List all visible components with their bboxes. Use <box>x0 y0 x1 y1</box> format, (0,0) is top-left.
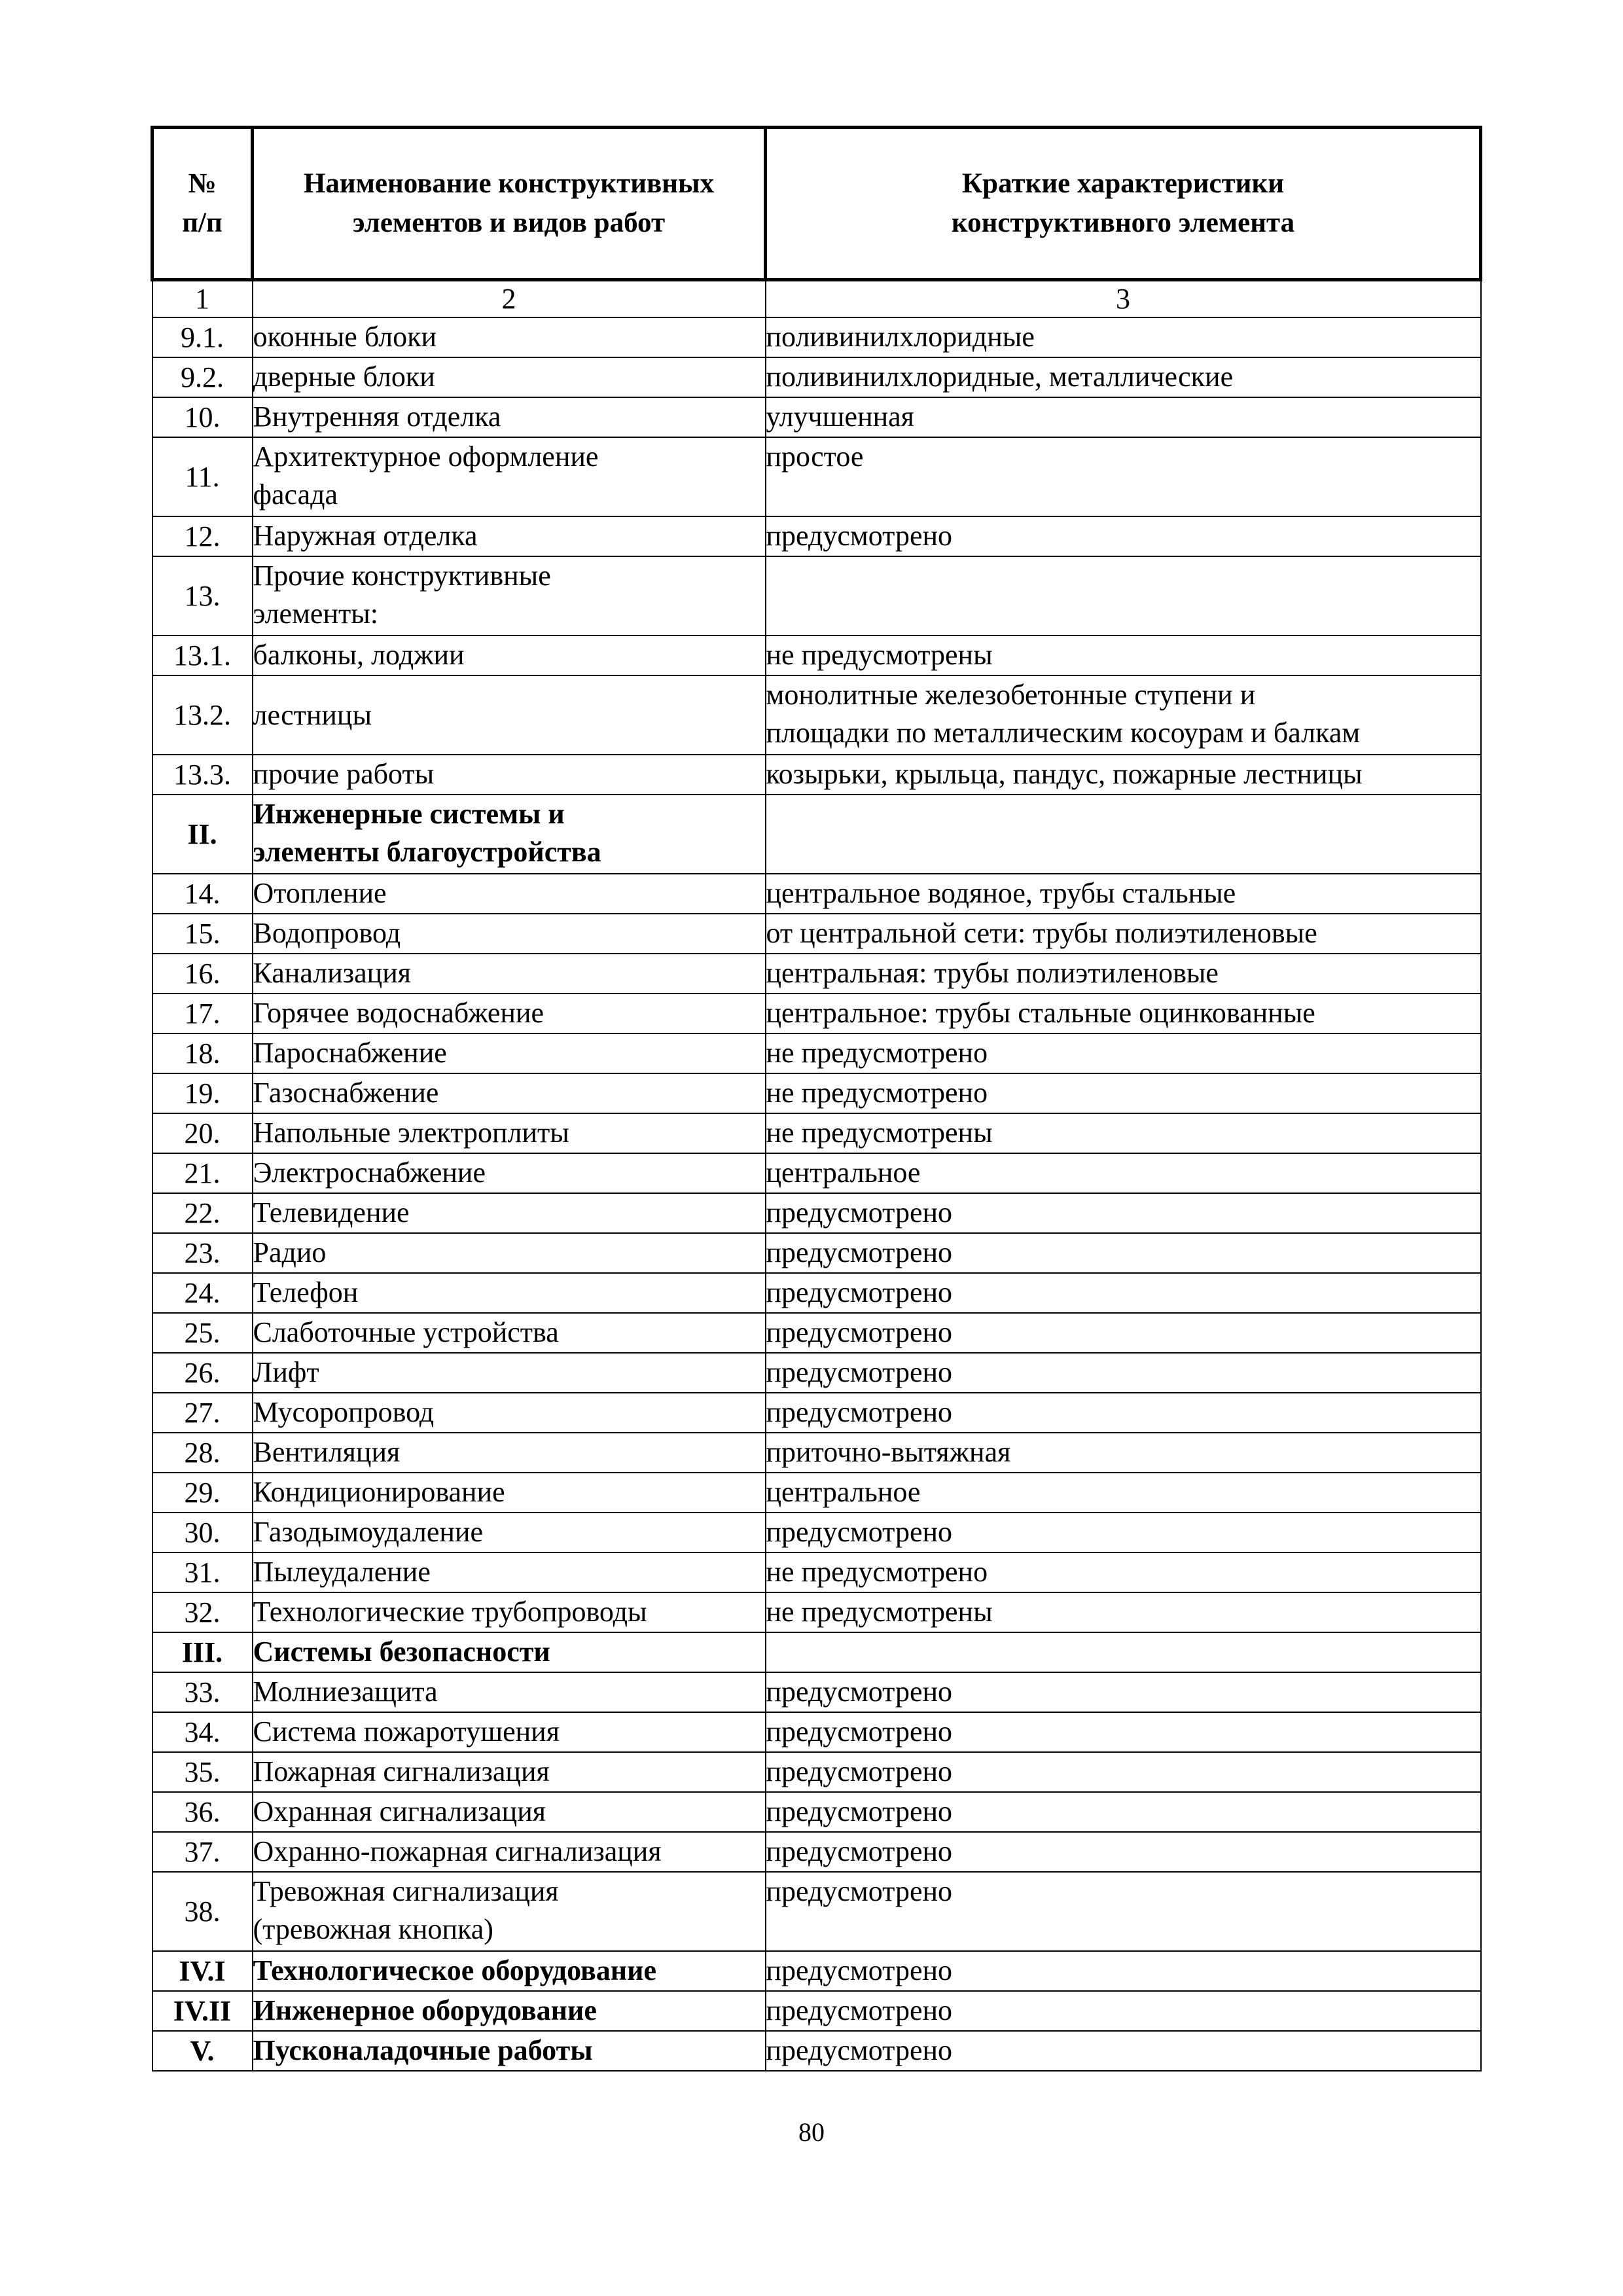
element-name <box>253 1073 766 1113</box>
element-name <box>253 1313 766 1353</box>
element-characteristic-line: предусмотрено <box>766 1755 953 1787</box>
table-row <box>152 1672 1481 1712</box>
element-characteristic-line: предусмотрено <box>766 1835 953 1867</box>
element-name <box>253 437 766 516</box>
element-characteristic-line: улучшенная <box>766 401 914 433</box>
element-name-line: Электроснабжение <box>253 1157 486 1189</box>
row-number: 12. <box>152 516 253 556</box>
column-number-3: 3 <box>766 280 1481 318</box>
element-characteristic-line: предусмотрено <box>766 1715 953 1748</box>
row-number: 13.1. <box>152 636 253 675</box>
element-characteristic <box>766 954 1481 994</box>
header-characteristics-line2: конструктивного элемента <box>951 207 1295 238</box>
specification-table <box>151 126 1482 2072</box>
element-characteristic-line: поливинилхлоридные <box>766 321 1035 353</box>
element-characteristic-line: предусмотрено <box>766 1196 953 1229</box>
element-characteristic-line: предусмотрено <box>766 1875 953 1907</box>
element-characteristic <box>766 1632 1481 1672</box>
row-number: 37. <box>152 1832 253 1872</box>
element-characteristic-line: центральное <box>766 1157 921 1189</box>
element-name-line: Водопровод <box>253 917 401 949</box>
element-name-line: прочие работы <box>253 758 435 790</box>
row-number: 23. <box>152 1233 253 1273</box>
header-number-line1: № <box>188 168 217 199</box>
element-characteristic <box>766 556 1481 636</box>
element-characteristic-line: предусмотрено <box>766 1516 953 1548</box>
element-name-line: (тревожная кнопка) <box>253 1913 493 1945</box>
element-name-line: лестницы <box>253 698 372 731</box>
element-characteristic <box>766 1193 1481 1233</box>
table-row <box>152 1433 1481 1473</box>
element-characteristic <box>766 1592 1481 1632</box>
element-characteristic-line: предусмотрено <box>766 2034 953 2066</box>
element-characteristic-line: предусмотрено <box>766 1954 953 1986</box>
element-name <box>253 1592 766 1632</box>
header-name <box>253 128 766 280</box>
element-name <box>253 1353 766 1393</box>
row-number: 13.3. <box>152 755 253 795</box>
element-characteristic <box>766 994 1481 1033</box>
column-number-2: 2 <box>253 280 766 318</box>
element-name <box>253 1153 766 1193</box>
element-name <box>253 1991 766 2031</box>
table-row <box>152 1473 1481 1513</box>
table-row <box>152 1792 1481 1832</box>
table-row <box>152 1991 1481 2031</box>
table-row <box>152 556 1481 636</box>
element-characteristic <box>766 357 1481 397</box>
element-name-line: Технологическое оборудование <box>253 1954 657 1986</box>
element-characteristic <box>766 874 1481 914</box>
element-name <box>253 2031 766 2071</box>
element-name <box>253 317 766 357</box>
element-characteristic <box>766 1552 1481 1592</box>
element-name-line: Системы безопасности <box>253 1636 550 1668</box>
element-characteristic <box>766 1991 1481 2031</box>
element-name <box>253 1033 766 1073</box>
table-row <box>152 437 1481 516</box>
element-name-line: Инженерное оборудование <box>253 1994 597 2026</box>
table-row <box>152 1592 1481 1632</box>
table-row <box>152 954 1481 994</box>
element-characteristic-line: предусмотрено <box>766 1795 953 1827</box>
table-row <box>152 636 1481 675</box>
element-name-line: элементы: <box>253 598 379 630</box>
row-number: 34. <box>152 1712 253 1752</box>
element-characteristic-line: предусмотрено <box>766 1356 953 1388</box>
row-number: 15. <box>152 914 253 954</box>
row-number: 19. <box>152 1073 253 1113</box>
table-row <box>152 397 1481 437</box>
element-characteristic <box>766 1153 1481 1193</box>
element-name-line: оконные блоки <box>253 321 437 353</box>
element-name <box>253 675 766 755</box>
row-number: 22. <box>152 1193 253 1233</box>
table-row <box>152 1153 1481 1193</box>
element-characteristic <box>766 1792 1481 1832</box>
element-characteristic <box>766 397 1481 437</box>
row-number: 20. <box>152 1113 253 1153</box>
table-row <box>152 1552 1481 1592</box>
table-row <box>152 1712 1481 1752</box>
row-number: 29. <box>152 1473 253 1513</box>
page-number: 80 <box>798 2117 825 2147</box>
element-characteristic-line: не предусмотрены <box>766 1117 993 1149</box>
element-name <box>253 795 766 874</box>
row-number: 13.2. <box>152 675 253 755</box>
column-number-1: 1 <box>152 280 253 318</box>
element-name <box>253 516 766 556</box>
element-name <box>253 1393 766 1433</box>
element-characteristic <box>766 317 1481 357</box>
element-name-line: Телевидение <box>253 1196 410 1229</box>
element-name <box>253 1712 766 1752</box>
element-characteristic-line: не предусмотрено <box>766 1037 988 1069</box>
element-characteristic-line: не предусмотрено <box>766 1077 988 1109</box>
element-name <box>253 755 766 795</box>
row-number: IV.I <box>152 1951 253 1991</box>
element-name <box>253 1113 766 1153</box>
table-row <box>152 1632 1481 1672</box>
element-characteristic-line: предусмотрено <box>766 1276 953 1308</box>
element-name <box>253 1233 766 1273</box>
element-characteristic <box>766 1233 1481 1273</box>
element-name-line: Лифт <box>253 1356 319 1388</box>
element-characteristic-line: не предусмотрено <box>766 1556 988 1588</box>
element-name <box>253 1552 766 1592</box>
element-name <box>253 1832 766 1872</box>
element-name-line: балконы, лоджии <box>253 639 465 671</box>
element-name <box>253 1951 766 1991</box>
element-characteristic <box>766 675 1481 755</box>
element-characteristic <box>766 1513 1481 1552</box>
row-number: 27. <box>152 1393 253 1433</box>
row-number: 21. <box>152 1153 253 1193</box>
row-number: III. <box>152 1632 253 1672</box>
element-characteristic <box>766 1712 1481 1752</box>
element-name-line: Вентиляция <box>253 1436 401 1468</box>
row-number: 36. <box>152 1792 253 1832</box>
table-row <box>152 795 1481 874</box>
element-name <box>253 1433 766 1473</box>
element-name <box>253 1752 766 1792</box>
element-characteristic-line: поливинилхлоридные, металлические <box>766 361 1234 393</box>
element-name <box>253 397 766 437</box>
table-row <box>152 1313 1481 1353</box>
row-number: 28. <box>152 1433 253 1473</box>
table-row <box>152 755 1481 795</box>
header-name-line2: элементов и видов работ <box>352 207 666 238</box>
element-name-line: Архитектурное оформление <box>253 440 599 473</box>
element-name-line: Пароснабжение <box>253 1037 447 1069</box>
element-characteristic-line: предусмотрено <box>766 1396 953 1428</box>
element-name-line: Пылеудаление <box>253 1556 431 1588</box>
element-name <box>253 1792 766 1832</box>
table-row <box>152 1073 1481 1113</box>
element-characteristic <box>766 1113 1481 1153</box>
table-row <box>152 1353 1481 1393</box>
table-row <box>152 1033 1481 1073</box>
row-number: 33. <box>152 1672 253 1712</box>
row-number: 18. <box>152 1033 253 1073</box>
table-row <box>152 1951 1481 1991</box>
element-name-line: Кондиционирование <box>253 1476 505 1508</box>
row-number: 10. <box>152 397 253 437</box>
header-number <box>152 128 253 280</box>
row-number: 38. <box>152 1872 253 1951</box>
row-number: 17. <box>152 994 253 1033</box>
table-row <box>152 1872 1481 1951</box>
element-name <box>253 1872 766 1951</box>
element-characteristic <box>766 1273 1481 1313</box>
element-characteristic-line: центральное водяное, трубы стальные <box>766 877 1236 909</box>
element-name-line: Слаботочные устройства <box>253 1316 559 1348</box>
element-characteristic <box>766 1353 1481 1393</box>
element-characteristic-line: центральное: трубы стальные оцинкованные <box>766 997 1315 1029</box>
element-name-line: Технологические трубопроводы <box>253 1596 647 1628</box>
element-name-line: Прочие конструктивные <box>253 560 551 592</box>
table-row <box>152 874 1481 914</box>
element-characteristic-line: предусмотрено <box>766 1676 953 1708</box>
element-name-line: Пожарная сигнализация <box>253 1755 550 1787</box>
element-name-line: Система пожаротушения <box>253 1715 560 1748</box>
row-number: 31. <box>152 1552 253 1592</box>
element-characteristic-line: козырьки, крыльца, пандус, пожарные лестницы <box>766 758 1363 790</box>
header-characteristics <box>766 128 1481 280</box>
element-characteristic-line: предусмотрено <box>766 1236 953 1268</box>
element-name <box>253 954 766 994</box>
row-number: IV.II <box>152 1991 253 2031</box>
table-row <box>152 994 1481 1033</box>
row-number: II. <box>152 795 253 874</box>
table-row <box>152 1193 1481 1233</box>
row-number: 9.1. <box>152 317 253 357</box>
element-name-line: Наружная отделка <box>253 520 478 552</box>
element-characteristic <box>766 1872 1481 1951</box>
header-name-line1: Наименование конструктивных <box>303 168 715 199</box>
element-characteristic <box>766 1073 1481 1113</box>
element-characteristic <box>766 755 1481 795</box>
element-characteristic <box>766 2031 1481 2071</box>
table-row <box>152 357 1481 397</box>
element-characteristic <box>766 914 1481 954</box>
element-name-line: Внутренняя отделка <box>253 401 501 433</box>
element-name-line: Газодымоудаление <box>253 1516 483 1548</box>
element-characteristic <box>766 1672 1481 1712</box>
element-characteristic <box>766 795 1481 874</box>
element-characteristic <box>766 516 1481 556</box>
table-body <box>152 280 1481 2072</box>
row-number: 32. <box>152 1592 253 1632</box>
table-row <box>152 2031 1481 2071</box>
element-name-line: фасада <box>253 478 338 511</box>
table-row <box>152 1233 1481 1273</box>
element-characteristic <box>766 1951 1481 1991</box>
table-row <box>152 317 1481 357</box>
element-name-line: Мусоропровод <box>253 1396 435 1428</box>
row-number: 25. <box>152 1313 253 1353</box>
element-name-line: Напольные электроплиты <box>253 1117 569 1149</box>
element-characteristic <box>766 1433 1481 1473</box>
element-characteristic <box>766 636 1481 675</box>
table-row <box>152 1752 1481 1792</box>
table-header <box>152 128 1481 280</box>
table-row <box>152 1393 1481 1433</box>
element-name-line: дверные блоки <box>253 361 435 393</box>
row-number: V. <box>152 2031 253 2071</box>
element-name <box>253 1513 766 1552</box>
element-name <box>253 1632 766 1672</box>
table-row <box>152 1113 1481 1153</box>
row-number: 13. <box>152 556 253 636</box>
element-characteristic-line: от центральной сети: трубы полиэтиленовые <box>766 917 1317 949</box>
element-name-line: Молниезащита <box>253 1676 438 1708</box>
element-name <box>253 914 766 954</box>
row-number: 26. <box>152 1353 253 1393</box>
element-name-line: Инженерные системы и <box>253 798 565 830</box>
element-name-line: элементы благоустройства <box>253 836 601 868</box>
element-name <box>253 1193 766 1233</box>
row-number: 24. <box>152 1273 253 1313</box>
element-characteristic <box>766 1313 1481 1353</box>
element-name-line: Горячее водоснабжение <box>253 997 544 1029</box>
element-characteristic-line: предусмотрено <box>766 1994 953 2026</box>
element-name <box>253 1473 766 1513</box>
row-number: 16. <box>152 954 253 994</box>
element-name-line: Охранно-пожарная сигнализация <box>253 1835 662 1867</box>
row-number: 30. <box>152 1513 253 1552</box>
element-characteristic-line: приточно-вытяжная <box>766 1436 1011 1468</box>
element-name <box>253 874 766 914</box>
element-characteristic-line: не предусмотрены <box>766 1596 993 1628</box>
table-row <box>152 1513 1481 1552</box>
element-characteristic-line: предусмотрено <box>766 1316 953 1348</box>
element-characteristic-line: центральное <box>766 1476 921 1508</box>
table-row <box>152 1273 1481 1313</box>
element-name-line: Канализация <box>253 957 412 989</box>
element-characteristic <box>766 1393 1481 1433</box>
table-row <box>152 516 1481 556</box>
element-name-line: Отопление <box>253 877 387 909</box>
element-name-line: Тревожная сигнализация <box>253 1875 559 1907</box>
element-name <box>253 556 766 636</box>
element-characteristic <box>766 1033 1481 1073</box>
element-name <box>253 636 766 675</box>
element-name-line: Радио <box>253 1236 327 1268</box>
element-name <box>253 357 766 397</box>
column-number-row <box>152 280 1481 318</box>
element-characteristic-line: не предусмотрены <box>766 639 993 671</box>
table-row <box>152 1832 1481 1872</box>
table-row <box>152 675 1481 755</box>
element-name-line: Пусконаладочные работы <box>253 2034 593 2066</box>
element-characteristic-line: простое <box>766 440 864 473</box>
row-number: 11. <box>152 437 253 516</box>
element-characteristic <box>766 1752 1481 1792</box>
element-characteristic-line: центральная: трубы полиэтиленовые <box>766 957 1219 989</box>
element-name-line: Газоснабжение <box>253 1077 439 1109</box>
header-number-line2: п/п <box>182 207 223 238</box>
row-number: 14. <box>152 874 253 914</box>
row-number: 35. <box>152 1752 253 1792</box>
element-characteristic-line: монолитные железобетонные ступени и <box>766 679 1256 711</box>
table-row <box>152 914 1481 954</box>
row-number: 9.2. <box>152 357 253 397</box>
element-name-line: Телефон <box>253 1276 359 1308</box>
element-characteristic-line: площадки по металлическим косоурам и балкам <box>766 717 1361 749</box>
element-characteristic-line: предусмотрено <box>766 520 953 552</box>
element-characteristic <box>766 437 1481 516</box>
element-name <box>253 1273 766 1313</box>
element-characteristic <box>766 1473 1481 1513</box>
element-characteristic <box>766 1832 1481 1872</box>
element-name <box>253 994 766 1033</box>
header-characteristics-line1: Краткие характеристики <box>961 168 1285 199</box>
element-name-line: Охранная сигнализация <box>253 1795 546 1827</box>
element-name <box>253 1672 766 1712</box>
